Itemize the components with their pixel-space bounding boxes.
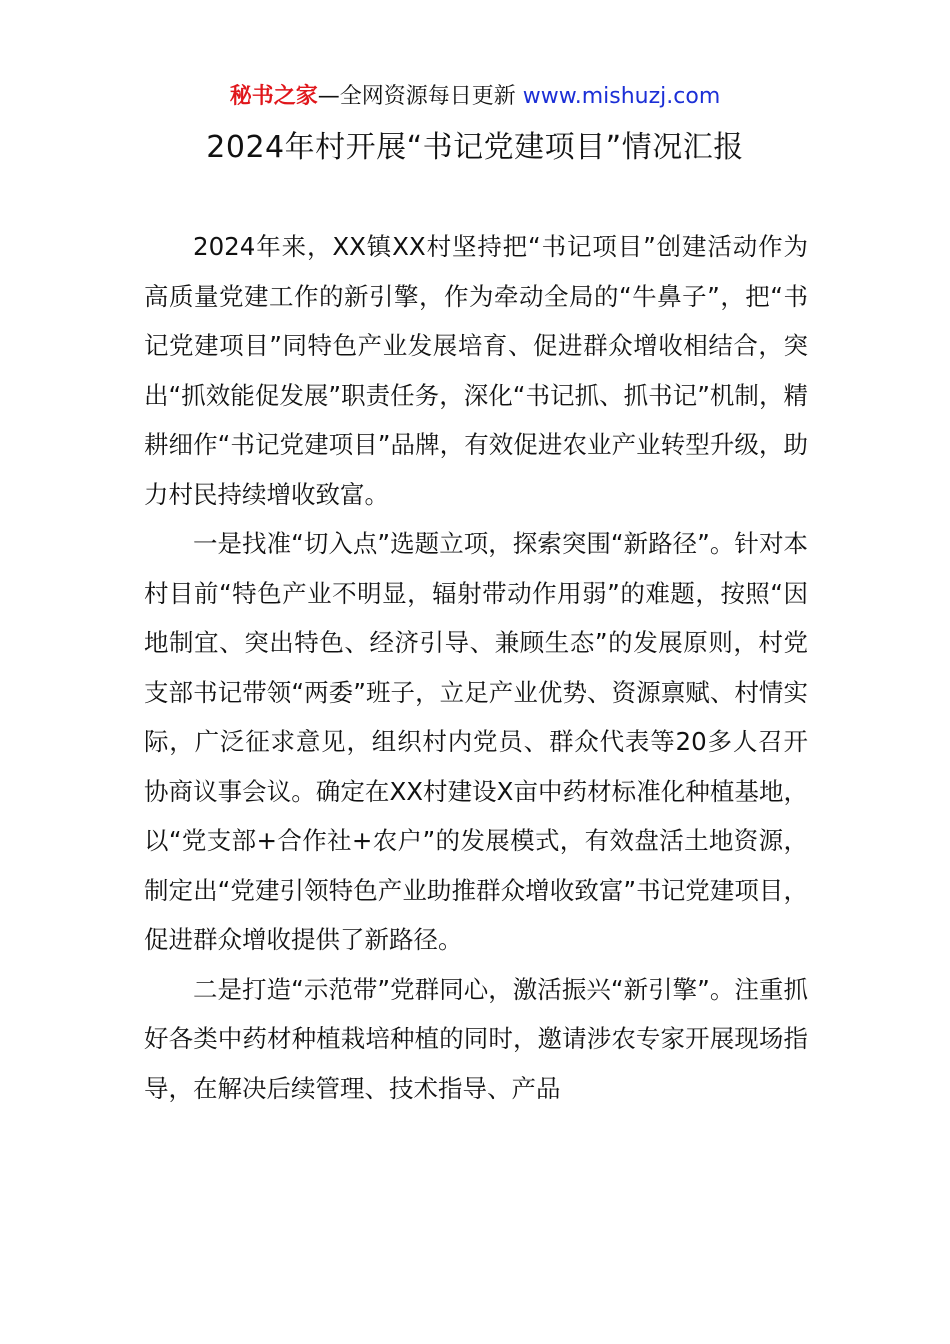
document-body: [144, 222, 808, 1113]
brand-name: 秘书之家: [229, 84, 318, 109]
paragraph-point-one: 一是找准“切入点”选题立项，探索突围“新路径”。针对本村目前“特色产业不明显，辐射带动作用弱”的难题，按照“因地制宜、突出特色、经济引导、兼顾生态”的发展原则，村党支部书记带领“两委”班子，立足产业优势、资源禀赋、村情实际，广泛征求意见，组织村内党员、群众代表等20多人召开协商议事会议。确定在XX村建设X亩中药材标准化种植基地，以“党支部+合作社+农户”的发展模式，有效盘活土地资源，制定出“党建引领特色产业助推群众增收致富”书记党建项目，促进群众增收提供了新路径。: [144, 529, 808, 954]
paragraph-point-two: 二是打造“示范带”党群同心，激活振兴“新引擎”。注重抓好各类中药材种植栽培种植的同时，邀请涉农专家开展现场指导，在解决后续管理、技术指导、产品: [144, 974, 808, 1103]
paragraph-intro: 2024年来，XX镇XX村坚持把“书记项目”创建活动作为高质量党建工作的新引擎，作为牵动全局的“牛鼻子”，把“书记党建项目”同特色产业发展培育、促进群众增收相结合，突出“抓效能促发展”职责任务，深化“书记抓、抓书记”机制，精耕细作“书记党建项目”品牌，有效促进农业产业转型升级，助力村民持续增收致富。: [144, 232, 808, 509]
site-header: [0, 82, 950, 112]
header-tagline: —全网资源每日更新: [317, 84, 523, 109]
document-title: 2024年村开展“书记党建项目”情况汇报: [206, 130, 744, 165]
site-url-link[interactable]: www.mishuzj.com: [522, 84, 721, 109]
